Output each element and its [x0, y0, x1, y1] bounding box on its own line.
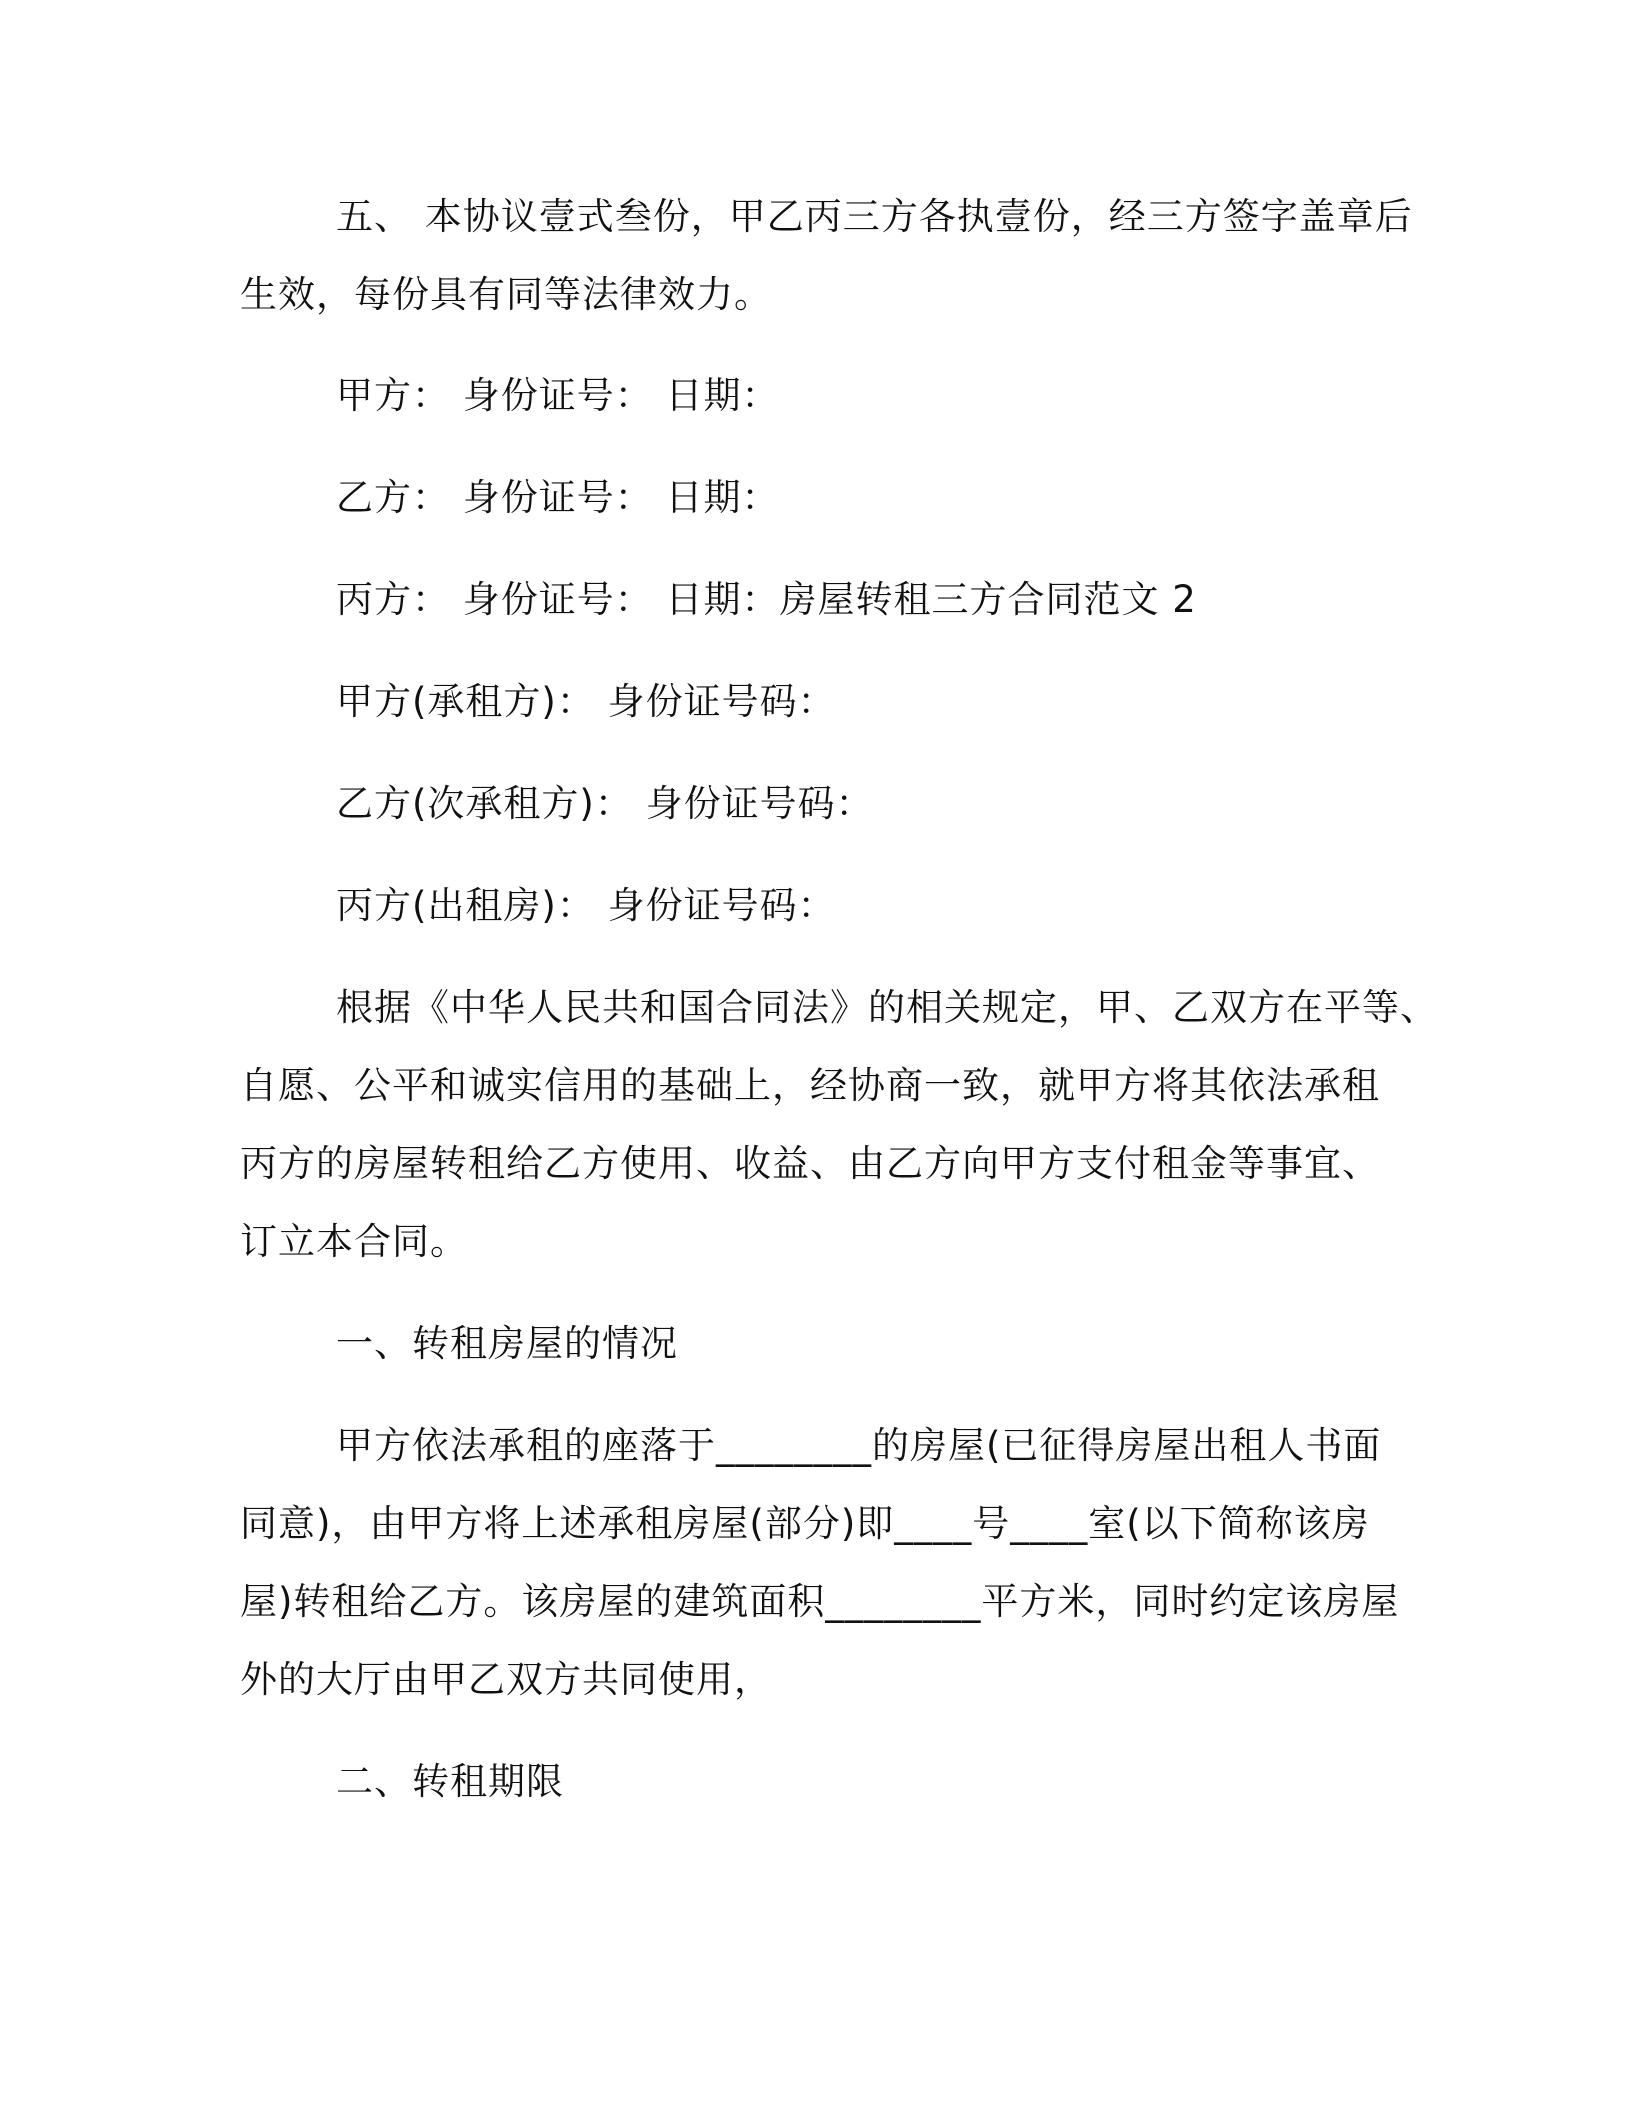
- clause5-line1: 五、 本协议壹式叁份，甲乙丙三方各执壹份，经三方签字盖章后: [336, 195, 1413, 238]
- section2-heading: 二、转租期限: [336, 1760, 564, 1803]
- signature-party-c: 丙方： 身份证号： 日期：房屋转租三方合同范文 2: [336, 578, 1197, 621]
- section1-line4: 外的大厅由甲乙双方共同使用，: [240, 1658, 772, 1701]
- preamble-line3: 丙方的房屋转租给乙方使用、收益、由乙方向甲方支付租金等事宜、: [240, 1142, 1380, 1185]
- preamble-line2: 自愿、公平和诚实信用的基础上，经协商一致，就甲方将其依法承租: [240, 1064, 1380, 1107]
- party-sublessee: 乙方(次承租方)： 身份证号码：: [336, 782, 874, 825]
- section1-line3: 屋)转租给乙方。该房屋的建筑面积________平方米，同时约定该房屋: [240, 1580, 1400, 1623]
- party-lessee: 甲方(承租方)： 身份证号码：: [336, 680, 836, 723]
- signature-party-a: 甲方： 身份证号： 日期：: [336, 374, 780, 417]
- section1-line2: 同意)，由甲方将上述承租房屋(部分)即____号____室(以下简称该房: [240, 1502, 1370, 1545]
- clause5-line2: 生效，每份具有同等法律效力。: [240, 273, 772, 316]
- section1-heading: 一、转租房屋的情况: [336, 1322, 678, 1365]
- party-lessor: 丙方(出租房)： 身份证号码：: [336, 884, 836, 927]
- preamble-line4: 订立本合同。: [240, 1220, 468, 1263]
- section1-line1: 甲方依法承租的座落于________的房屋(已征得房屋出租人书面: [336, 1424, 1382, 1467]
- preamble-line1: 根据《中华人民共和国合同法》的相关规定，甲、乙双方在平等、: [336, 986, 1438, 1029]
- signature-party-b: 乙方： 身份证号： 日期：: [336, 476, 780, 519]
